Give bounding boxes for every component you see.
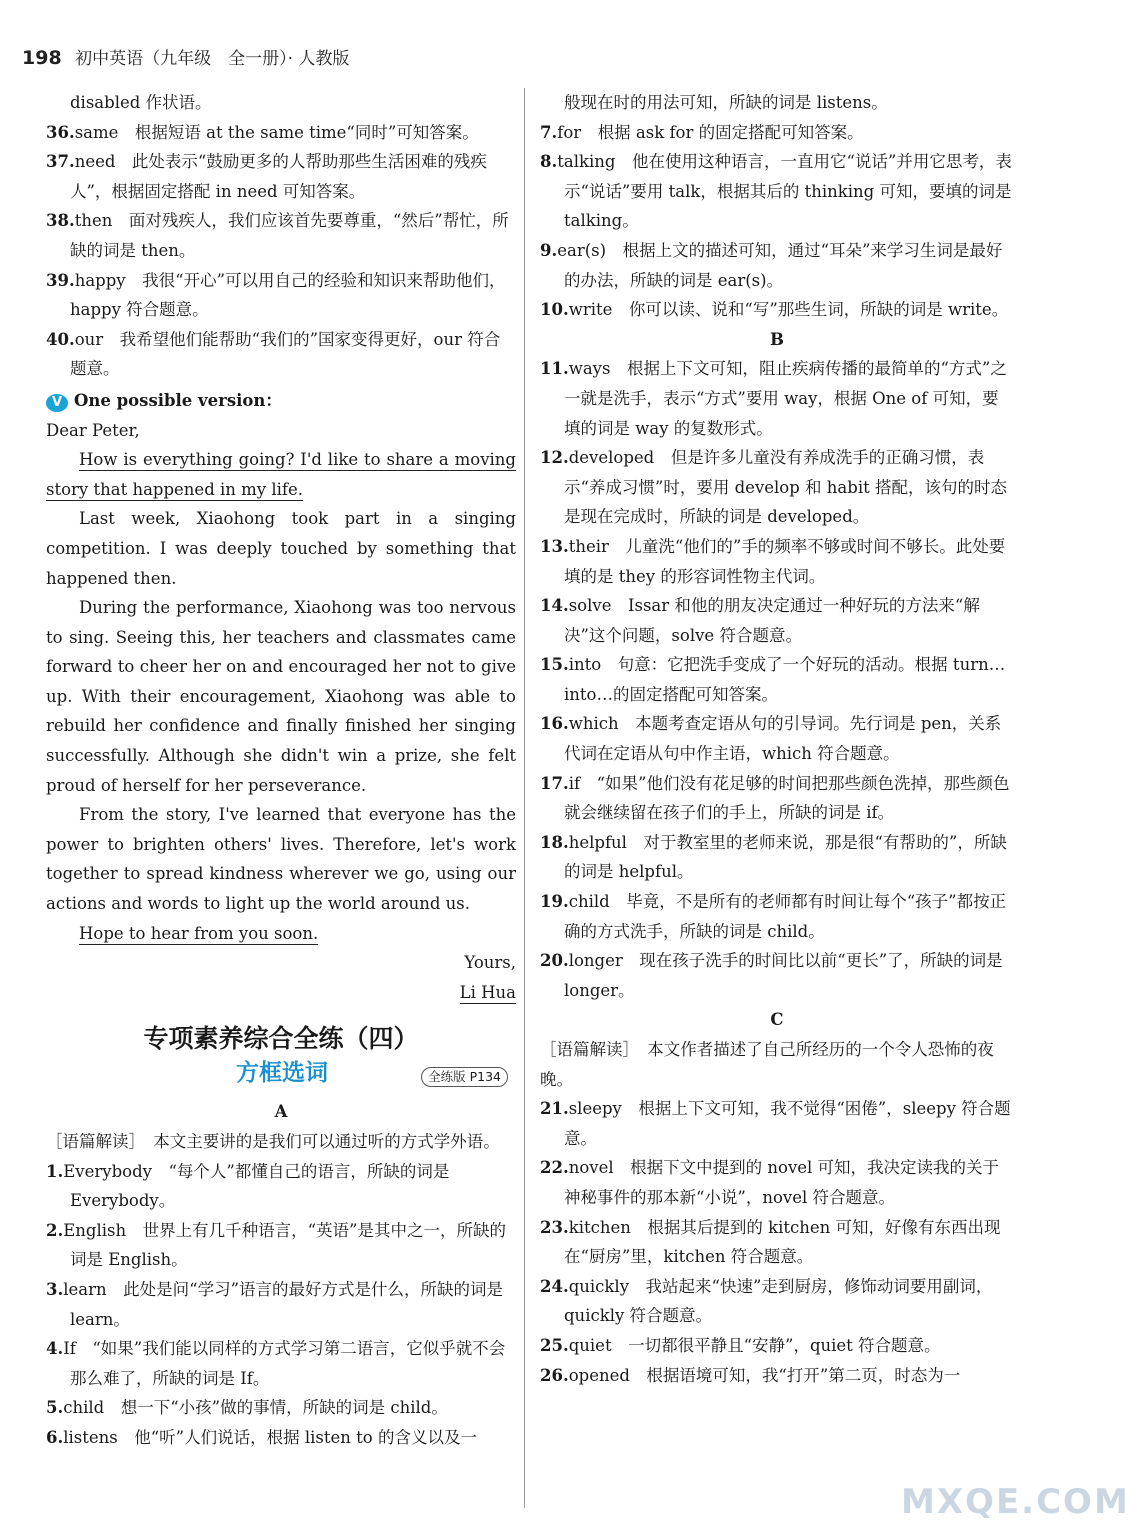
continued-text: disabled 作状语。	[70, 93, 212, 112]
item-text: happy 我很“开心”可以用自己的经验和知识来帮助他们，happy 符合题意。	[70, 270, 506, 320]
item-text: into 句意：它把洗手变成了一个好玩的活动。根据 turn…into…的固定搭配可知答案。	[564, 655, 1006, 704]
item-number: 39.	[46, 270, 75, 290]
item-text: ear(s) 根据上文的描述可知，通过“耳朵”来学习生词是最好的办法，所缺的词是 ear(s)。	[557, 240, 1003, 290]
item-number: 1.	[46, 1161, 64, 1181]
item-number: 37.	[46, 152, 75, 172]
book-title: 初中英语（九年级 全一册）· 人教版	[75, 49, 350, 69]
item-text: if “如果”他们没有花足够的时间把那些颜色洗掉，那些颜色就会继续留在孩子们的手上，所缺的词是 if。	[564, 773, 1010, 823]
letter-paragraph-3: From the story, I've learned that everyone has the power to brighten others' lives. Therefore, let's work together to spread kindness wherever we go, using our actions and words to light up the world around us.	[46, 805, 516, 914]
item-text: which 本题考查定语从句的引导词。先行词是 pen，关系代词在定语从句中作主语，which 符合题意。	[564, 714, 1002, 764]
item-text: child 想一下“小孩”做的事情，所缺的词是 child。	[63, 1398, 448, 1418]
item-number: 2.	[46, 1220, 64, 1240]
reference-badge: 全练版 P134	[421, 1067, 508, 1087]
item-number: 24.	[540, 1276, 569, 1296]
column-divider	[524, 88, 525, 1508]
answer-list-b	[540, 354, 1014, 1005]
item-number: 9.	[540, 240, 558, 260]
left-column	[46, 88, 516, 1453]
page-header	[22, 44, 349, 69]
letter-paragraph-2: During the performance, Xiaohong was too nervous to sing. Seeing this, her teachers and classmates came forward to cheer her on and encouraged her not to give up. With their encouragement, Xiaohong was able to rebuild her confidence and finally finished her singing successfully. Although she didn't win a prize, she felt proud of herself for her perseverance.	[46, 598, 516, 795]
answer-item	[46, 1423, 516, 1453]
item-number: 25.	[540, 1335, 569, 1355]
item-number: 26.	[540, 1365, 569, 1385]
answer-item	[46, 1157, 516, 1216]
item-number: 8.	[540, 152, 558, 172]
item-number: 23.	[540, 1217, 569, 1237]
item-text: their 儿童洗“他们的”手的频率不够或时间不够长。此处要填的是 they 的形容词性物主代词。	[564, 536, 1006, 586]
reading-text: 本文作者描述了自己所经历的一个令人恐怖的夜晚。	[540, 1040, 994, 1089]
sub-title: 方框选词	[236, 1060, 328, 1087]
letter-greeting: Dear Peter,	[46, 420, 140, 440]
answer-item	[540, 1361, 1014, 1391]
item-text: write 你可以读、说和“写”那些生词，所缺的词是 write。	[568, 300, 1009, 320]
letter-closing-line: Hope to hear from you soon.	[79, 923, 319, 943]
answer-item	[540, 1094, 1014, 1153]
letter-name: Li Hua	[459, 982, 516, 1002]
item-number: 10.	[540, 300, 569, 320]
item-text: If “如果”我们能以同样的方式学习第二语言，它似乎就不会那么难了，所缺的词是 If。	[63, 1339, 506, 1388]
item-number: 19.	[540, 892, 569, 912]
item-text: our 我希望他们能帮助“我们的”国家变得更好，our 符合题意。	[70, 329, 501, 379]
answer-item	[540, 887, 1014, 946]
section-title: 专项素养综合全练（四）	[143, 1024, 419, 1054]
letter-opening: How is everything going? I'd like to share a moving story that happened in my life.	[46, 450, 516, 499]
answer-item	[540, 295, 1014, 325]
item-text: solve Issar 和他的朋友决定通过一种好玩的方法来“解决”这个问题，solve 符合题意。	[564, 596, 980, 645]
answer-item	[540, 769, 1014, 828]
item-text: then 面对残疾人，我们应该首先要尊重，“然后”帮忙，所缺的词是 then。	[70, 211, 509, 260]
part-c-heading: C	[770, 1010, 784, 1030]
answer-item	[540, 709, 1014, 768]
item-text: child 毕竟，不是所有的老师都有时间让每个“孩子”都按正确的方式洗手，所缺的词是 child。	[564, 892, 1007, 941]
version-label: One possible version：	[74, 390, 282, 410]
answer-item	[540, 828, 1014, 887]
continued-text: 般现在时的用法可知，所缺的词是 listens。	[564, 93, 888, 112]
sub-title-row	[46, 1059, 516, 1097]
answer-item	[540, 650, 1014, 709]
reading-label: ［语篇解读］	[46, 1132, 137, 1151]
answer-list-a1	[46, 118, 516, 384]
reading-note-c	[540, 1035, 1014, 1094]
item-text: quickly 我站起来“快速”走到厨房，修饰动词要用副词，quickly 符合题意。	[564, 1276, 993, 1326]
item-text: English 世界上有几千种语言，“英语”是其中之一，所缺的词是 English。	[63, 1220, 506, 1270]
item-text: longer 现在孩子洗手的时间比以前“更长”了，所缺的词是 longer。	[564, 951, 1003, 1000]
item-text: talking 他在使用这种语言，一直用它“说话”并用它思考，表示“说话”要用 talk，根据其后的 thinking 可知，要填的词是 talking。	[557, 152, 1012, 231]
item-number: 13.	[540, 536, 569, 556]
item-text: opened 根据语境可知，我“打开”第二页，时态为一	[568, 1365, 961, 1385]
item-text: Everybody “每个人”都懂自己的语言，所缺的词是 Everybody。	[63, 1161, 450, 1211]
item-number: 40.	[46, 329, 75, 349]
answer-item	[540, 1272, 1014, 1331]
item-number: 5.	[46, 1398, 64, 1418]
reading-label: ［语篇解读］	[540, 1040, 631, 1059]
item-text: novel 根据下文中提到的 novel 可知，我决定读我的关于神秘事件的那本新“小说”，novel 符合题意。	[564, 1158, 1000, 1207]
item-number: 16.	[540, 714, 569, 734]
item-number: 6.	[46, 1427, 64, 1447]
item-text: learn 此处是问“学习”语言的最好方式是什么，所缺的词是 learn。	[63, 1279, 503, 1329]
letter	[46, 416, 516, 1008]
answer-item	[540, 1153, 1014, 1212]
item-number: 12.	[540, 448, 569, 468]
item-number: 15.	[540, 655, 569, 675]
version-badge-icon: V	[46, 394, 68, 412]
answer-item	[46, 266, 516, 325]
answer-list-a3	[540, 118, 1014, 325]
version-heading	[46, 386, 516, 416]
page-number: 198	[22, 47, 62, 69]
answer-item	[540, 532, 1014, 591]
item-text: listens 他“听”人们说话，根据 listen to 的含义以及一	[63, 1427, 477, 1447]
part-b-heading: B	[770, 329, 784, 349]
item-number: 4.	[46, 1339, 64, 1359]
answer-item	[46, 1275, 516, 1334]
answer-item	[540, 147, 1014, 236]
right-column	[540, 88, 1014, 1390]
item-number: 36.	[46, 122, 75, 142]
item-number: 38.	[46, 211, 75, 231]
letter-signoff: Yours,	[464, 953, 516, 973]
answer-list-c	[540, 1094, 1014, 1390]
item-number: 3.	[46, 1279, 64, 1299]
item-number: 18.	[540, 832, 569, 852]
item-text: helpful 对于教室里的老师来说，那是很“有帮助的”，所缺的词是 helpful。	[564, 832, 1007, 882]
answer-list-a2	[46, 1157, 516, 1453]
answer-item	[540, 1213, 1014, 1272]
item-text: same 根据短语 at the same time“同时”可知答案。	[74, 122, 479, 142]
watermark-text: MXQE.COM	[901, 1482, 1130, 1522]
answer-item	[540, 1331, 1014, 1361]
item-text: developed 但是许多儿童没有养成洗手的正确习惯，表示“养成习惯”时，要用 develop 和 habit 搭配，该句的时态是现在完成时，所缺的词是 developed。	[564, 448, 1007, 527]
answer-item	[46, 325, 516, 384]
item-text: need 此处表示“鼓励更多的人帮助那些生活困难的残疾人”，根据固定搭配 in need 可知答案。	[70, 152, 487, 201]
item-number: 21.	[540, 1099, 569, 1119]
answer-item	[540, 591, 1014, 650]
item-number: 17.	[540, 773, 569, 793]
item-text: for 根据 ask for 的固定搭配可知答案。	[557, 122, 864, 142]
answer-item	[46, 1216, 516, 1275]
item-number: 22.	[540, 1158, 569, 1178]
answer-item	[46, 1393, 516, 1423]
letter-paragraph-1: Last week, Xiaohong took part in a singing competition. I was deeply touched by something that happened then.	[46, 509, 516, 588]
item-number: 20.	[540, 951, 569, 971]
answer-item	[540, 946, 1014, 1005]
answer-item	[46, 206, 516, 265]
watermark-logo	[901, 1482, 1130, 1532]
item-text: ways 根据上下文可知，阻止疾病传播的最简单的“方式”之一就是洗手，表示“方式”要用 way，根据 One of 可知，要填的词是 way 的复数形式。	[564, 359, 1007, 438]
answer-item	[46, 118, 516, 148]
answer-item	[540, 118, 1014, 148]
reading-note-a	[46, 1127, 516, 1157]
part-a-heading: A	[274, 1102, 288, 1122]
item-number: 14.	[540, 596, 569, 616]
answer-item	[540, 236, 1014, 295]
answer-item	[46, 147, 516, 206]
answer-item	[540, 443, 1014, 532]
reading-text: 本文主要讲的是我们可以通过听的方式学外语。	[153, 1132, 500, 1151]
item-text: sleepy 根据上下文可知，我不觉得“困倦”，sleepy 符合题意。	[564, 1099, 1011, 1148]
answer-item	[540, 354, 1014, 443]
answer-item	[46, 1334, 516, 1393]
item-text: quiet 一切都很平静且“安静”，quiet 符合题意。	[568, 1335, 941, 1355]
item-number: 7.	[540, 122, 558, 142]
item-number: 11.	[540, 359, 569, 379]
item-text: kitchen 根据其后提到的 kitchen 可知，好像有东西出现在“厨房”里，kitchen 符合题意。	[564, 1217, 1001, 1267]
